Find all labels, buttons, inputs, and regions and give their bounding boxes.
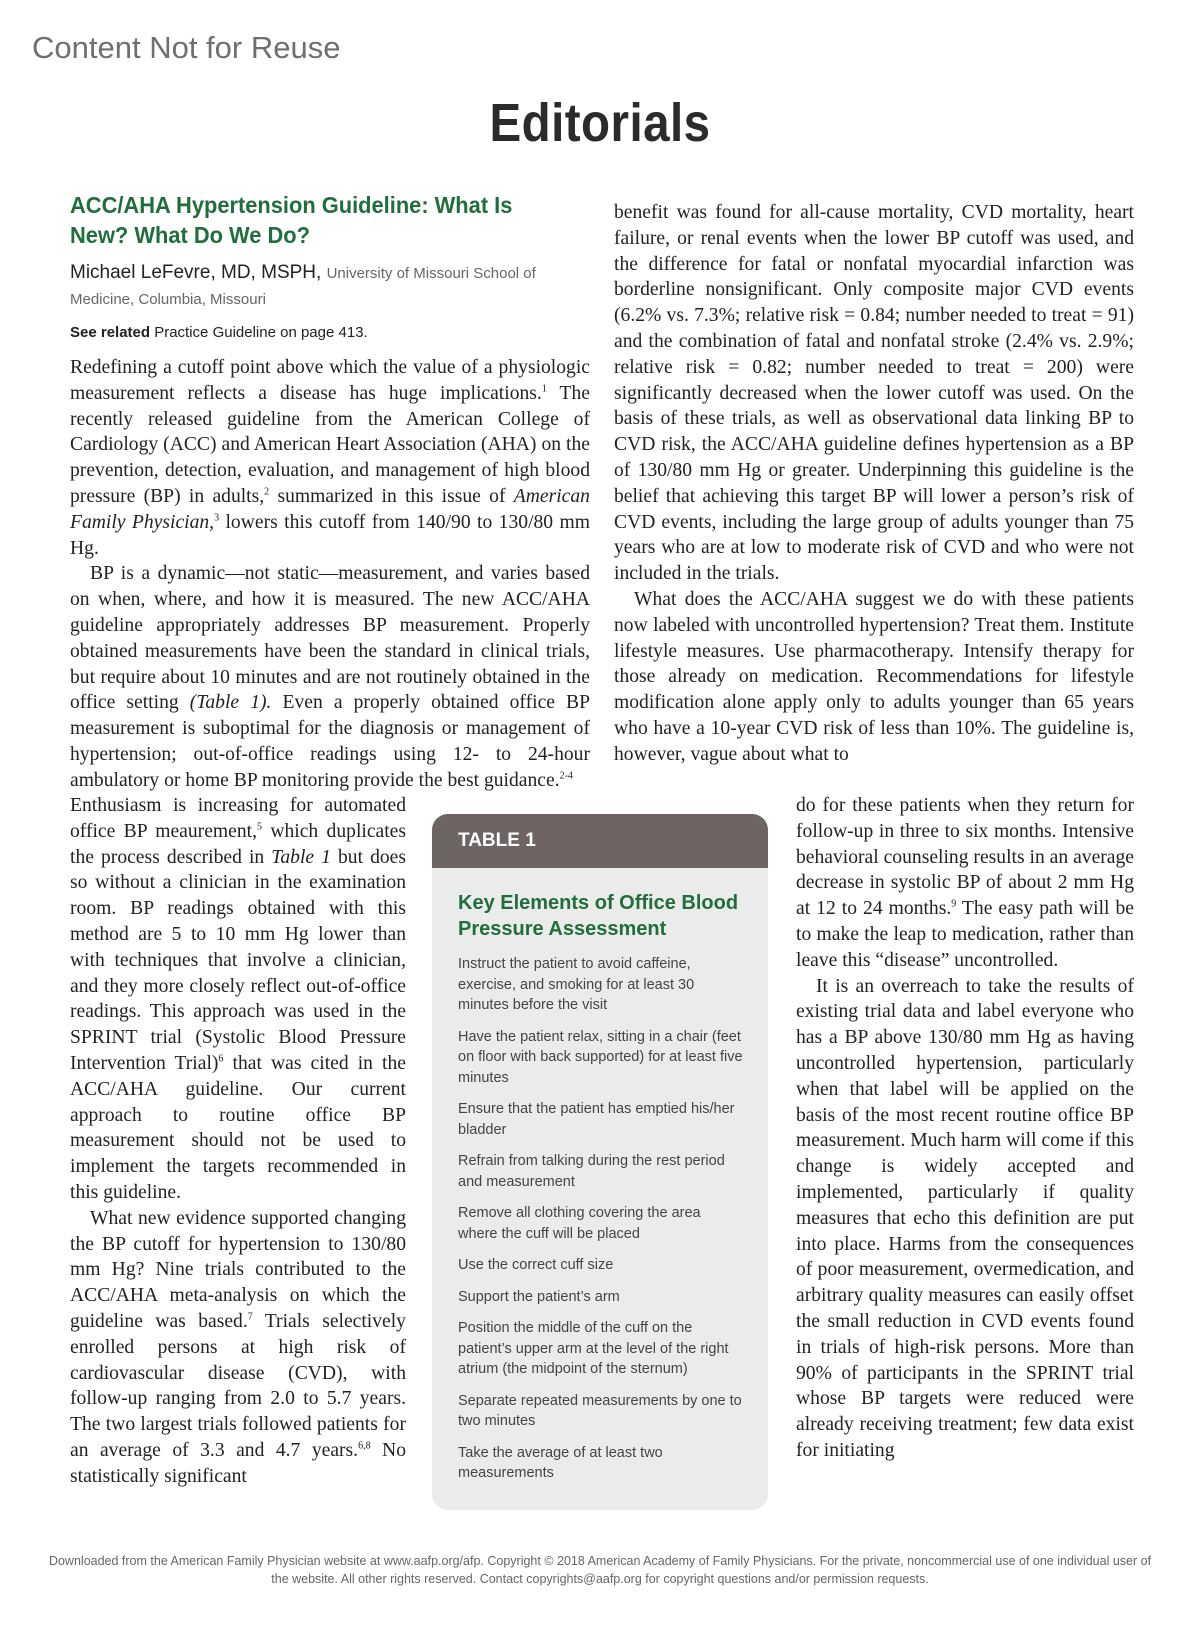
related-link[interactable]: Practice Guideline on page 413.: [154, 324, 368, 341]
text-run: do for these patients when they return for follow-up in three to six months. Intensive behavioral counseling results in an average decrease in systolic BP of about 2 mm Hg at 12 to 24 months.: [796, 795, 1134, 920]
table-list: [432, 954, 768, 1484]
table-item: Support the patient’s arm: [458, 1288, 620, 1305]
table-ref[interactable]: Table 1: [271, 846, 331, 868]
text-run: What new evidence supported changing the BP cutoff for hypertension to 130/80 mm Hg? Nine trials contributed to the ACC/AHA meta-analysis on which the guideline was based.: [70, 1207, 406, 1332]
table-item: Ensure that the patient has emptied his/her bladder: [458, 1101, 735, 1138]
table-item: Instruct the patient to avoid caffeine, exercise, and smoking for at least 30 minutes before the visit: [458, 956, 695, 1013]
article-title: ACC/AHA Hypertension Guideline: What Is New? What Do We Do?: [70, 192, 513, 248]
paragraph-2: [70, 561, 590, 793]
related-note: [70, 324, 368, 341]
paragraph-1: [70, 355, 590, 561]
text-run: Trials selectively enrolled persons at high risk of cardiovascular disease (CVD), with follow-up ranging from 2.0 to 5.7 years. The two largest trials followed patients for an average of 3.3 and 4.7 years.: [70, 1310, 406, 1461]
text-run: lowers this cutoff from 140/90 to 130/80 mm Hg.: [70, 511, 590, 559]
author-name: Michael LeFevre, MD, MSPH,: [70, 262, 322, 283]
text-run: The easy path will be to make the leap to medication, rather than leave this “disease” uncontrolled.: [796, 898, 1135, 971]
table-title: Key Elements of Office Blood Pressure Assessment: [458, 892, 739, 940]
text-run: but does so without a clinician in the examination room. BP readings obtained with this method are 5 to 10 mm Hg lower than with techniques that involve a clinician, and they more closely reflect out-of-office readings. This approach was used in the SPRINT trial (Systolic Blood Pressure Intervention Trial): [70, 846, 407, 1074]
column-right-top: [614, 200, 1134, 768]
column-left-top: [70, 355, 590, 794]
text-run: The recently released guideline from the American College of Cardiology (ACC) and American Heart Association (AHA) on the prevention, detection, evaluation, and management of high blood pressure (BP) in adults,: [70, 382, 590, 507]
paragraph-3: [70, 1206, 406, 1490]
reference[interactable]: 2-4: [559, 770, 573, 782]
text-run: which duplicates the process described in: [70, 820, 406, 868]
author-line: [70, 260, 595, 312]
paragraph-6: It is an overreach to take the results of existing trial data and label everyone who has a BP above 130/80 mm Hg as having uncontrolled hypertension, particularly when that label will be applied on the basis of the most recent routine office BP measurement. Much harm will come if this change is widely accepted and implemented, particularly if quality measures that echo this definition are put into place. Harms from the consequences of poor measurement, overmedication, and arbitrary quality measures can easily offset the small reduction in CVD events found in trials of high-risk persons. More than 90% of participants in the SPRINT trial whose BP targets were reduced were already receiving treatment; few data exist for initiating: [796, 975, 1134, 1461]
journal-name: American Family Physician,: [70, 485, 590, 533]
paragraph-5-cont: [796, 793, 1134, 974]
column-right-bottom: [796, 793, 1134, 1464]
table-label: TABLE 1: [432, 814, 768, 868]
footer-copyright: Downloaded from the American Family Physician website at www.aafp.org/afp. Copyright © 2018 American Academy of Family Physicians. For the private, noncommercial use of one individual user of the website. All other rights reserved. Contact copyrights@aafp.org for copyright questions and/or permission requests.: [48, 1554, 1152, 1586]
reference[interactable]: 6,8: [358, 1440, 371, 1452]
paragraph-4: benefit was found for all-cause mortality, CVD mortality, heart failure, or renal events when the lower BP cutoff was used, and the difference for fatal or nonfatal myocardial infarction was borderline nonsignificant. Only composite major CVD events (6.2% vs. 7.3%; relative risk = 0.84; number needed to treat = 91) and the combination of fatal and nonfatal stroke (2.4% vs. 2.9%; relative risk = 0.82; number needed to treat = 200) were significantly decreased when the lower cutoff was used. On the basis of these trials, as well as observational data linking BP to CVD risk, the ACC/AHA guideline defines hypertension as a BP of 130/80 mm Hg or greater. Underpinning this guideline is the belief that achieving this target BP will lower a person’s risk of CVD events, including the large group of adults younger than 75 years who are at low to moderate risk of CVD and who were not included in the trials.: [614, 202, 1134, 585]
table-item: Remove all clothing covering the area where the cuff will be placed: [458, 1205, 701, 1242]
table-item: Use the correct cuff size: [458, 1257, 614, 1273]
text-run: Redefining a cutoff point above which the value of a physiologic measurement reflects a disease has huge implications.: [70, 357, 590, 404]
reference[interactable]: 6: [218, 1053, 224, 1065]
text-run: summarized in this issue of: [269, 485, 514, 507]
reference[interactable]: 3: [214, 512, 220, 524]
related-label: See related: [70, 324, 151, 341]
reference[interactable]: 9: [951, 898, 957, 910]
watermark: Content Not for Reuse: [32, 30, 341, 65]
paragraph-5: What does the ACC/AHA suggest we do with these patients now labeled with uncontrolled hypertension? Treat them. Institute lifestyle measures. Use pharmacotherapy. Intensify therapy for those already on medication. Recommendations for lifestyle modification alone apply only to adults younger than 65 years who have a 10-year CVD risk of less than 10%. The guideline is, however, vague about what to: [614, 588, 1134, 765]
table-item: Separate repeated measurements by one to two minutes: [458, 1392, 742, 1429]
reference[interactable]: 1: [541, 383, 547, 395]
section-title: Editorials: [489, 93, 711, 153]
reference[interactable]: 2: [264, 486, 270, 498]
text-run: No statistically significant: [70, 1439, 406, 1487]
table-item: Take the average of at least two measurements: [458, 1444, 663, 1481]
paragraph-2-cont: [70, 793, 406, 1206]
author-affiliation: University of Missouri School of Medicine, Columbia, Missouri: [70, 265, 536, 308]
table-ref[interactable]: (Table 1).: [189, 692, 272, 714]
table-box: [432, 814, 768, 1510]
table-item: Have the patient relax, sitting in a chair (feet on floor with back supported) for at least five minutes: [458, 1028, 743, 1086]
reference[interactable]: 7: [247, 1311, 253, 1323]
text-run: that was cited in the ACC/AHA guideline. Our current approach to routine office BP measurement should not be used to implement the targets recommended in this guideline.: [70, 1052, 406, 1203]
table-item: Refrain from talking during the rest period and measurement: [458, 1153, 725, 1190]
text-run: Enthusiasm is increasing for automated office BP meaurement,: [70, 795, 406, 842]
table-item: Position the middle of the cuff on the patient’s upper arm at the level of the right atrium (the midpoint of the sternum): [458, 1320, 729, 1377]
column-left-bottom: [70, 793, 406, 1490]
text-run: BP is a dynamic—not static—measurement, and varies based on when, where, and how it is measured. The new ACC/AHA guideline appropriately addresses BP measurement. Properly obtained measurements have been the standard in clinical trials, but require about 10 minutes and are not routinely obtained in the office setting: [70, 563, 590, 714]
text-run: Even a properly obtained office BP measurement is suboptimal for the diagnosis or management of hypertension; out-of-office readings using 12- to 24-hour ambulatory or home BP monitoring provide the best guidance.: [70, 692, 591, 791]
reference[interactable]: 5: [256, 821, 262, 833]
